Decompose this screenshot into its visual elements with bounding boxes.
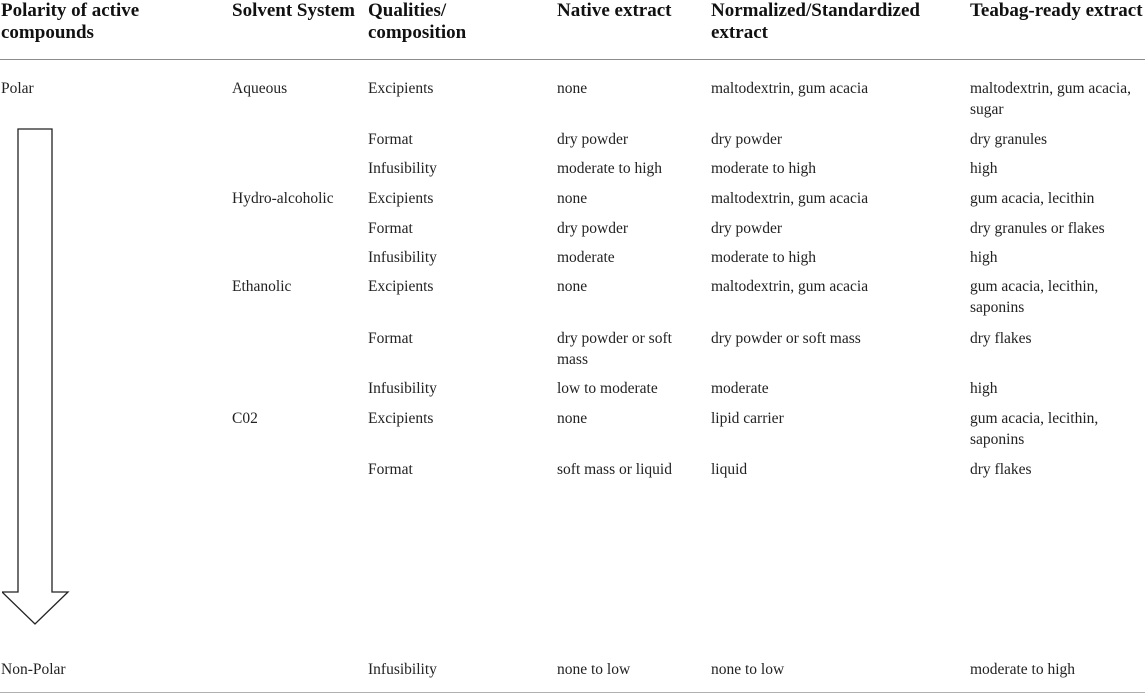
table-row-quality: Format [368,131,413,148]
table-row-quality: Infusibility [368,380,437,397]
table-row-normalized: maltodextrin, gum acacia [711,80,869,97]
table-row-native: low to moderate [557,380,658,397]
table-row-teabag: high [970,160,998,177]
header-solvent-system: Solvent System [232,0,355,21]
table-row-native: none to low [557,661,631,678]
table-row-quality: Format [368,330,413,347]
solvent-ethanolic: Ethanolic [232,278,292,295]
table-row-teabag: moderate to high [970,661,1076,678]
table-row-quality: Infusibility [368,160,437,177]
table-row-quality: Format [368,461,413,478]
table-row-quality: Excipients [368,80,434,97]
header-qualities: Qualities/ composition [368,0,467,43]
table-row-native: none [557,190,588,207]
table-row-native: none [557,410,588,427]
table-bottom-divider [0,692,1145,693]
table-row-teabag: high [970,380,998,397]
table-row-teabag: maltodextrin, gum acacia, sugar [970,80,1131,118]
solvent-hydro-alcoholic: Hydro-alcoholic [232,190,334,207]
header-polarity: Polarity of active compounds [1,0,140,43]
table-row-teabag: gum acacia, lecithin [970,190,1095,207]
table-row-native: moderate to high [557,160,663,177]
table-row-normalized: dry powder or soft mass [711,330,861,347]
polarity-arrow-icon [2,128,70,628]
table-row-normalized: none to low [711,661,785,678]
table-row-native: dry powder [557,220,629,237]
table-row-native: moderate [557,249,615,266]
table-row-normalized: dry powder [711,220,783,237]
table-row-normalized: maltodextrin, gum acacia [711,278,869,295]
header-divider [0,59,1145,60]
table-row-normalized: moderate to high [711,160,817,177]
table-row-teabag: gum acacia, lecithin, saponins [970,278,1099,316]
table-row-quality: Infusibility [368,661,437,678]
table-row-teabag: dry granules [970,131,1048,148]
table-row-native: dry powder or soft mass [557,330,672,368]
table-row-quality: Excipients [368,278,434,295]
table-row-native: soft mass or liquid [557,461,672,478]
table-row-normalized: dry powder [711,131,783,148]
solvent-co2: C02 [232,410,258,427]
header-native-extract: Native extract [557,0,672,21]
table-row-quality: Format [368,220,413,237]
polarity-label-bottom: Non-Polar [1,661,66,678]
table-row-normalized: lipid carrier [711,410,784,427]
polarity-label-top: Polar [1,80,34,97]
table-row-teabag: dry granules or flakes [970,220,1105,237]
header-normalized-extract: Normalized/Standardized extract [711,0,920,43]
table-row-normalized: maltodextrin, gum acacia [711,190,869,207]
table-row-normalized: moderate [711,380,769,397]
table-row-teabag: dry flakes [970,330,1032,347]
table-row-teabag: dry flakes [970,461,1032,478]
table-row-quality: Excipients [368,410,434,427]
table-row-teabag: high [970,249,998,266]
table-row-teabag: gum acacia, lecithin, saponins [970,410,1099,448]
header-teabag-extract: Teabag-ready extract [970,0,1143,21]
table-row-quality: Excipients [368,190,434,207]
table-row-normalized: liquid [711,461,748,478]
table-row-native: none [557,80,588,97]
table-row-normalized: moderate to high [711,249,817,266]
solvent-aqueous: Aqueous [232,80,288,97]
table-row-native: none [557,278,588,295]
table-row-native: dry powder [557,131,629,148]
table-row-quality: Infusibility [368,249,437,266]
